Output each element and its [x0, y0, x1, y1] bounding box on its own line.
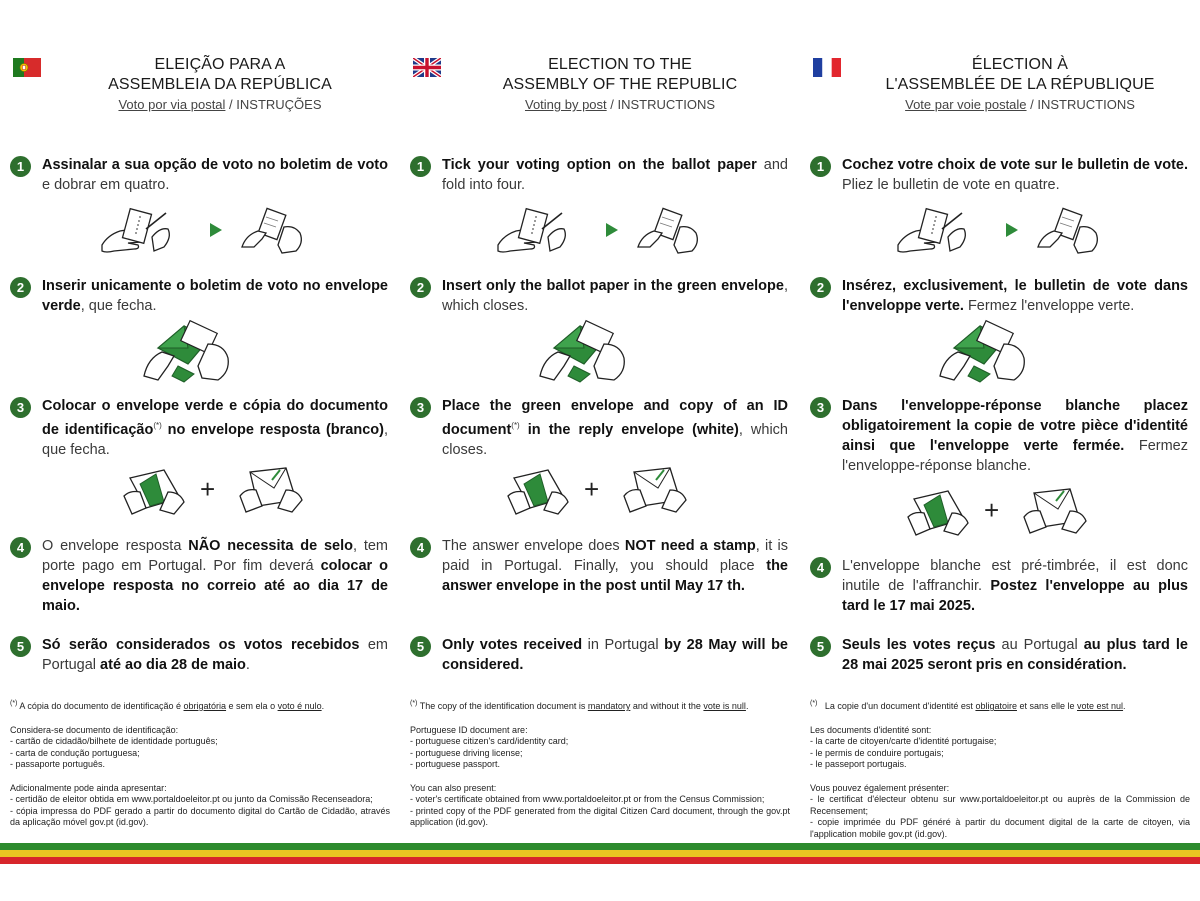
step-number-badge: 5: [810, 636, 831, 657]
flag-color-stripes: [0, 843, 1200, 864]
step-text: Inserir unicamente o boletim de voto no envelope verde, que fecha.: [42, 278, 388, 314]
illustration-reply-envelope: [504, 462, 694, 523]
footnote-mandatory: (*) La copie d'un document d'identité est obligatoire et sans elle le vote est nul.: [810, 700, 1126, 711]
step-2: [10, 276, 388, 316]
step-4: [410, 536, 788, 596]
illustration-reply-envelope: [120, 462, 310, 523]
footnote-mandatory: (*) A cópia do documento de identificação é obrigatória e sem ela o voto é nulo.: [10, 700, 325, 711]
step-number-badge: 1: [410, 156, 431, 177]
play-arrow-icon: [210, 223, 222, 237]
play-arrow-icon: [1006, 223, 1018, 237]
step-text: O envelope resposta NÃO necessita de selo, tem porte pago em Portugal. Por fim deverá colocar o envelope resposta no correio até ao dia 17 de maio.: [42, 538, 388, 614]
step-number-badge: 1: [10, 156, 31, 177]
subtitle: [450, 96, 790, 114]
step-text: Place the green envelope and copy of an ID document(*) in the reply envelope (white), which closes.: [442, 398, 788, 458]
subtitle-link: Voting by post: [524, 97, 607, 112]
step-number-badge: 3: [10, 397, 31, 418]
step-text: The answer envelope does NOT need a stamp, it is paid in Portugal. Finally, you should place the answer envelope in the post until May 17 th.: [442, 538, 788, 594]
step-text: Insérez, exclusivement, le bulletin de vote dans l'enveloppe verte. Fermez l'enveloppe verte.: [842, 278, 1188, 314]
illustration-green-envelope: [138, 318, 238, 393]
header: [50, 55, 390, 114]
step-1: [10, 155, 388, 195]
step-number-badge: 2: [410, 277, 431, 298]
id-documents-list: Les documents d'identité sont: - la carte de citoyen/carte d'identité portugaise; - le permis de conduire portugais; - le passeport portugais.: [810, 724, 997, 769]
subtitle-link: Vote par voie postale: [905, 97, 1027, 112]
step-5: [10, 635, 388, 675]
step-number-badge: 5: [10, 636, 31, 657]
step-text: L'enveloppe blanche est pré-timbrée, il est donc inutile de l'affranchir. Postez l'enveloppe au plus tard le 17 mai 2025.: [842, 558, 1188, 614]
extra-documents-list: Vous pouvez également présenter: - le certificat d'électeur obtenu sur www.portaldoeleitor.pt ou auprès de la Commission de Recensement; - copie imprimée du PDF généré à partir du document digital de la carte de citoyen, via l'application mobile gov.pt (id.gov).: [810, 782, 1190, 839]
subtitle: [850, 96, 1190, 114]
portugal-flag-icon: [13, 58, 41, 77]
plus-icon: +: [984, 495, 1000, 525]
step-text: Cochez votre choix de vote sur le bulletin de vote. Pliez le bulletin de vote en quatre.: [842, 157, 1188, 193]
stripe-red: [0, 857, 1200, 864]
plus-icon: +: [584, 474, 600, 504]
illustration-reply-envelope: [904, 483, 1094, 544]
step-4: [810, 556, 1188, 616]
title-line-2: ASSEMBLY OF THE REPUBLIC: [502, 76, 738, 93]
step-number-badge: 2: [10, 277, 31, 298]
footnotes: [10, 698, 390, 841]
id-documents-list: Considera-se documento de identificação: - cartão de cidadão/bilhete de identidade português; - carta de condução portuguesa; - passaporte português.: [10, 724, 218, 769]
illustration-green-envelope: [934, 318, 1034, 393]
step-5: [410, 635, 788, 675]
step-number-badge: 4: [810, 557, 831, 578]
header: [450, 55, 790, 114]
step-text: Only votes received in Portugal by 28 May will be considered.: [442, 637, 788, 673]
step-text: Seuls les votes reçus au Portugal au plus tard le 28 mai 2025 seront pris en considération.: [842, 637, 1188, 673]
uk-flag-icon: [413, 58, 441, 77]
step-3: [810, 396, 1188, 476]
illustration-mark-fold: [894, 205, 1124, 262]
play-arrow-icon: [606, 223, 618, 237]
stripe-green: [0, 843, 1200, 850]
footnotes: [410, 698, 790, 841]
footnote-mandatory: (*) The copy of the identification document is mandatory and without it the vote is null.: [410, 700, 749, 711]
subtitle-rest: INSTRUCTIONS: [617, 97, 715, 112]
step-3: [410, 396, 788, 460]
step-4: [10, 536, 388, 616]
subtitle: [50, 96, 390, 114]
header: [850, 55, 1190, 114]
step-text: Só serão considerados os votos recebidos em Portugal até ao dia 28 de maio.: [42, 637, 388, 673]
step-2: [410, 276, 788, 316]
france-flag-icon: [813, 58, 841, 77]
column-portuguese: [10, 0, 390, 840]
title-line-1: ELECTION TO THE: [548, 56, 692, 73]
subtitle-separator: /: [1026, 97, 1038, 112]
illustration-green-envelope: [534, 318, 634, 393]
step-number-badge: 2: [810, 277, 831, 298]
step-5: [810, 635, 1188, 675]
title-line-1: ELEIÇÃO PARA A: [154, 56, 286, 73]
subtitle-rest: INSTRUCTIONS: [1037, 97, 1135, 112]
step-number-badge: 3: [810, 397, 831, 418]
step-number-badge: 4: [410, 537, 431, 558]
step-text: Insert only the ballot paper in the green envelope, which closes.: [442, 278, 788, 314]
title-line-2: L'ASSEMBLÉE DE LA RÉPUBLIQUE: [885, 76, 1155, 93]
column-french: [810, 0, 1190, 840]
illustration-mark-fold: [98, 205, 328, 262]
step-1: [410, 155, 788, 195]
step-text: Tick your voting option on the ballot paper and fold into four.: [442, 157, 788, 193]
step-number-badge: 4: [10, 537, 31, 558]
subtitle-rest: INSTRUÇÕES: [236, 97, 322, 112]
column-english: [410, 0, 790, 840]
subtitle-separator: /: [606, 97, 618, 112]
step-text: Assinalar a sua opção de voto no boletim de voto e dobrar em quatro.: [42, 157, 388, 193]
step-text: Colocar o envelope verde e cópia do documento de identificação(*) no envelope resposta (branco), que fecha.: [42, 398, 388, 458]
step-number-badge: 3: [410, 397, 431, 418]
id-documents-list: Portuguese ID document are: - portuguese citizen's card/identity card; - portuguese driving license; - portuguese passport.: [410, 724, 569, 769]
step-1: [810, 155, 1188, 195]
footnotes: [810, 698, 1190, 852]
step-number-badge: 5: [410, 636, 431, 657]
plus-icon: +: [200, 474, 216, 504]
extra-documents-list: Adicionalmente pode ainda apresentar: - certidão de eleitor obtida em www.portaldoeleitor.pt ou junto da Comissão Recenseadora; - cópia impressa do PDF gerado a partir do documento digital do Cartão de Cidadão, através da aplicação móvel gov.pt (id.gov).: [10, 782, 390, 827]
subtitle-link: Voto por via postal: [118, 97, 226, 112]
subtitle-separator: /: [225, 97, 237, 112]
title-line-2: ASSEMBLEIA DA REPÚBLICA: [108, 76, 332, 93]
step-number-badge: 1: [810, 156, 831, 177]
step-2: [810, 276, 1188, 316]
stripe-yellow: [0, 850, 1200, 857]
illustration-mark-fold: [494, 205, 724, 262]
step-text: Dans l'enveloppe-réponse blanche placez obligatoirement la copie de votre pièce d'identité ainsi que l'enveloppe verte fermée. Fermez l'enveloppe-réponse blanche.: [842, 398, 1188, 474]
extra-documents-list: You can also present: - voter's certificate obtained from www.portaldoeleitor.pt or from the Census Commission; - printed copy of the PDF generated from the digital Citizen Card document, through the gov.pt application (id.gov).: [410, 782, 790, 827]
step-3: [10, 396, 388, 460]
title-line-1: ÉLECTION À: [971, 56, 1069, 73]
